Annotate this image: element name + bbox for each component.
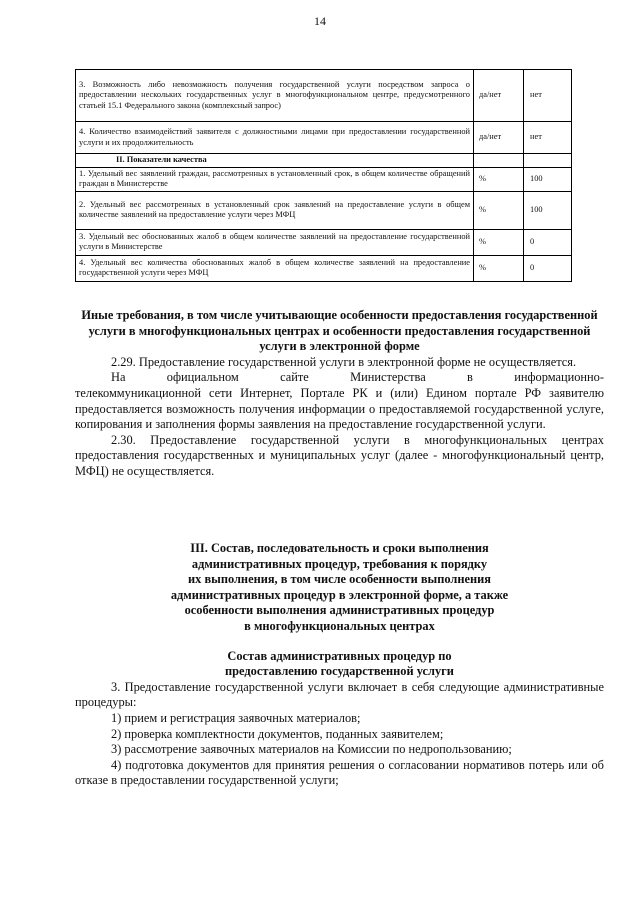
table-section-title: II. Показатели качества [76, 154, 474, 168]
section-3-heading-line: особенности выполнения административных процедур [184, 603, 495, 618]
table-cell-unit: % [474, 255, 524, 281]
table-row [76, 191, 572, 229]
list-item: 3) рассмотрение заявочных материалов на Комиссии по недропользованию; [111, 742, 512, 757]
table-row [76, 255, 572, 281]
section-other-requirements [75, 308, 604, 480]
table-cell-description: 3. Удельный вес обоснованных жалоб в общем количестве заявлений на предоставление государственной услуги в Министерстве [76, 229, 474, 255]
paragraph-3-intro: 3. Предоставление государственной услуги включает в себя следующие административные процедуры: [75, 679, 604, 710]
word: в [467, 370, 473, 385]
table-row [76, 229, 572, 255]
section-3-heading-line: их выполнения, в том числе особенности выполнения [188, 572, 491, 587]
word: информационно- [514, 370, 604, 385]
subsection-heading-line: Состав административных процедур по [227, 648, 452, 663]
paragraph-2-29: 2.29. Предоставление государственной услуги в электронной форме не осуществляется. [111, 354, 577, 369]
paragraph-2-30: 2.30. Предоставление государственной услуги в многофункциональных центрах предоставления государственных и муниципальных услуг (далее - многофункциональный центр, МФЦ) не осуществляется. [75, 432, 604, 478]
table-cell-empty [474, 154, 524, 168]
table-row [76, 167, 572, 191]
section-3-heading-line: в многофункциональных центрах [244, 618, 435, 633]
table-cell-value: нет [524, 70, 572, 122]
section-3 [75, 541, 604, 789]
list-item: 2) проверка комплектности документов, поданных заявителем; [111, 726, 444, 741]
table-cell-unit: да/нет [474, 70, 524, 122]
table-cell-unit: % [474, 191, 524, 229]
table-row [76, 70, 572, 122]
table-cell-value: 100 [524, 167, 572, 191]
table-row [76, 122, 572, 154]
quality-indicators-table [75, 69, 572, 282]
table-cell-description: 1. Удельный вес заявлений граждан, рассмотренных в установленный срок, в общем количестве обращений граждан в Министерстве [76, 167, 474, 191]
table-cell-unit: да/нет [474, 122, 524, 154]
paragraph-official-site: телекоммуникационной сети Интернет, Портале РК и (или) Едином портале РФ заявителю предоставляется возможность получения информации о предоставляемой государственной услуге, копирования и заполнения формы заявления на предоставление государственной услуги. [75, 385, 604, 432]
table-cell-value: 100 [524, 191, 572, 229]
table-cell-description: 4. Удельный вес количества обоснованных жалоб в общем количестве заявлений на предоставление государственной услуги через МФЦ [76, 255, 474, 281]
section-3-heading-line: административных процедур в электронной форме, а также [170, 587, 509, 602]
list-item: 1) прием и регистрация заявочных материалов; [111, 710, 361, 725]
table-cell-description: 3. Возможность либо невозможность получения государственной услуги посредством запроса о предоставлении нескольких государственных услуг в многофункциональном центре, предусмотренного статьей 15.1 Федерального закона (комплексный запрос) [76, 70, 474, 122]
word: Министерства [350, 370, 426, 385]
section-3-heading-line: административных процедур, требования к порядку [191, 556, 488, 571]
list-item: 4) подготовка документов для принятия решения о согласовании нормативов потерь или об отказе в предоставлении государственной услуги; [75, 757, 604, 788]
word: официальном [166, 370, 239, 385]
table-cell-value: 0 [524, 255, 572, 281]
subsection-heading-line: предоставлению государственной услуги [225, 664, 454, 679]
table-cell-value: 0 [524, 229, 572, 255]
table-cell-value: нет [524, 122, 572, 154]
paragraph-official-site-first-line [75, 370, 604, 386]
table-cell-empty [524, 154, 572, 168]
spacer [75, 635, 604, 649]
table-cell-unit: % [474, 167, 524, 191]
table-cell-unit: % [474, 229, 524, 255]
word: На [111, 370, 126, 385]
table-cell-description: 2. Удельный вес рассмотренных в установленный срок заявлений на предоставление услуги в общем количестве заявлений на предоставление услуги через МФЦ [76, 191, 474, 229]
word: сайте [280, 370, 309, 385]
page-number: 14 [314, 14, 326, 28]
section-heading: Иные требования, в том числе учитывающие особенности предоставления государственной услуги в многофункциональных центрах и особенности предоставления государственной услуги в электронной форме [81, 308, 598, 354]
table-cell-description: 4. Количество взаимодействий заявителя с должностными лицами при предоставлении государственной услуги и их продолжительность [76, 122, 474, 154]
section-3-heading-line: III. Состав, последовательность и сроки выполнения [190, 541, 489, 555]
table-section-row [76, 154, 572, 168]
